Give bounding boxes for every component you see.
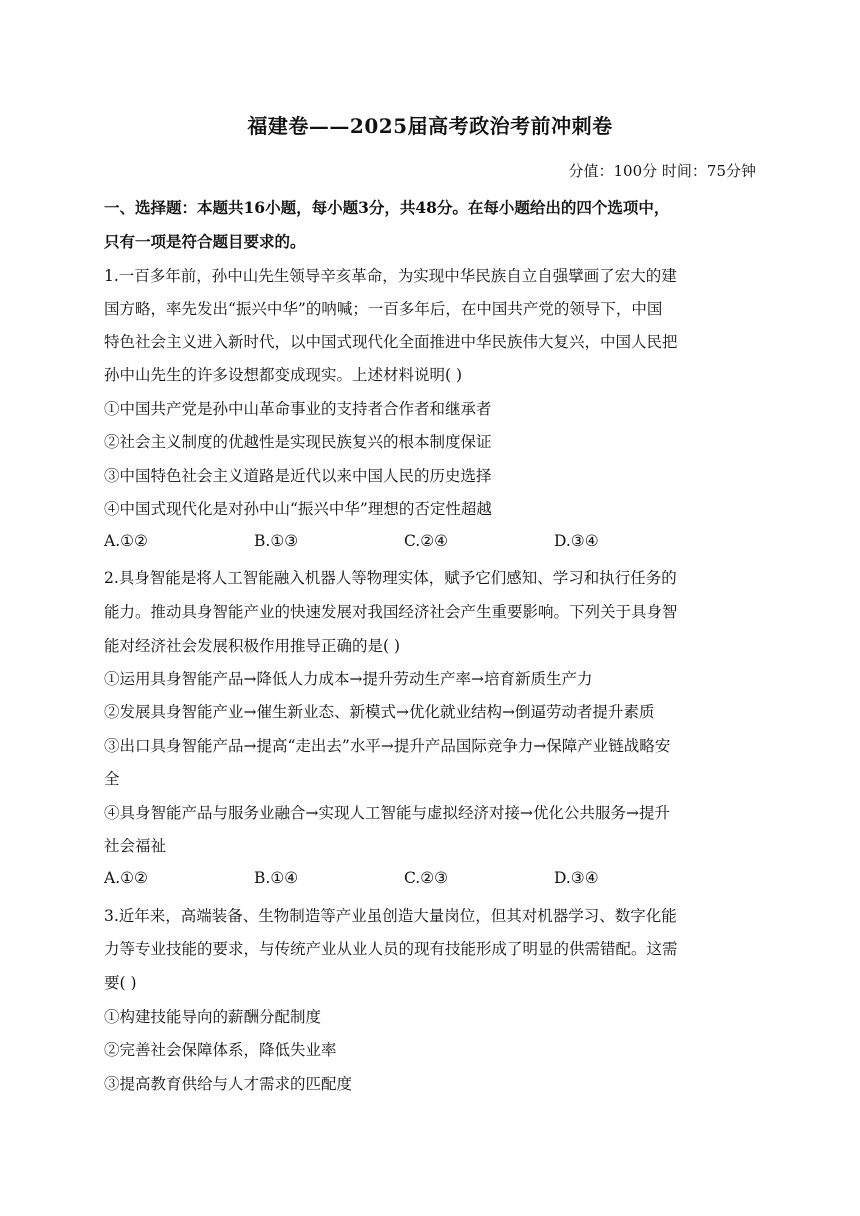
q2-item: ①运用具身智能产品→降低人力成本→提升劳动生产率→培育新质生产力 xyxy=(104,670,593,688)
q1-option-c[interactable]: C.②④ xyxy=(404,532,449,550)
q1-option-d[interactable]: D.③④ xyxy=(554,532,599,550)
q1-item: ③中国特色社会主义道路是近代以来中国人民的历史选择 xyxy=(104,467,492,485)
q3-item: ③提高教育供给与人才需求的匹配度 xyxy=(104,1075,353,1093)
q2-stem-line: 能对经济社会发展积极作用推导正确的是( ) xyxy=(104,637,401,655)
q3-item: ①构建技能导向的薪酬分配制度 xyxy=(104,1008,322,1026)
section-heading-line-1: 一、选择题：本题共16小题，每小题3分，共48分。在每小题给出的四个选项中， xyxy=(104,198,670,217)
q1-item: ②社会主义制度的优越性是实现民族复兴的根本制度保证 xyxy=(104,433,492,451)
q2-stem-line: 2.具身智能是将人工智能融入机器人等物理实体，赋予它们感知、学习和执行任务的 xyxy=(104,569,677,587)
q1-stem-line: 国方略，率先发出“振兴中华”的呐喊；一百多年后，在中国共产党的领导下，中国 xyxy=(104,300,663,318)
q1-option-a[interactable]: A.①② xyxy=(104,532,148,550)
q2-stem-line: 能力。推动具身智能产业的快速发展对我国经济社会产生重要影响。下列关于具身智 xyxy=(104,603,678,621)
q2-item: ②发展具身智能产业→催生新业态、新模式→优化就业结构→倒逼劳动者提升素质 xyxy=(104,703,655,721)
q1-option-b[interactable]: B.①③ xyxy=(254,532,299,550)
q1-options xyxy=(104,532,754,556)
q2-option-b[interactable]: B.①④ xyxy=(254,869,299,887)
q2-item: ③出口具身智能产品→提高“走出去”水平→提升产品国际竞争力→保障产业链战略安 xyxy=(104,737,671,755)
q3-stem-line: 3.近年来，高端装备、生物制造等产业虽创造大量岗位，但其对机器学习、数字化能 xyxy=(104,907,677,925)
q2-option-c[interactable]: C.②③ xyxy=(404,869,449,887)
q2-item-continued: 全 xyxy=(104,770,120,788)
score-time-info: 分值：100分 时间：75分钟 xyxy=(568,162,756,180)
q1-stem-line: 1.一百多年前，孙中山先生领导辛亥革命，为实现中华民族自立自强擘画了宏大的建 xyxy=(104,267,677,285)
q1-stem-line: 特色社会主义进入新时代，以中国式现代化全面推进中华民族伟大复兴，中国人民把 xyxy=(104,333,678,351)
q1-item: ①中国共产党是孙中山革命事业的支持者合作者和继承者 xyxy=(104,400,492,418)
q1-item: ④中国式现代化是对孙中山“振兴中华”理想的否定性超越 xyxy=(104,500,492,518)
section-heading-line-2: 只有一项是符合题目要求的。 xyxy=(104,232,306,251)
page-title: 福建卷——2025届高考政治考前冲刺卷 xyxy=(247,114,613,138)
q3-item: ②完善社会保障体系，降低失业率 xyxy=(104,1041,337,1059)
q3-stem-line: 要( ) xyxy=(104,974,137,992)
q2-item-continued: 社会福祉 xyxy=(104,837,167,855)
q3-stem-line: 力等专业技能的要求，与传统产业从业人员的现有技能形成了明显的供需错配。这需 xyxy=(104,940,678,958)
q2-option-a[interactable]: A.①② xyxy=(104,869,148,887)
q2-options xyxy=(104,869,754,893)
q2-item: ④具身智能产品与服务业融合→实现人工智能与虚拟经济对接→优化公共服务→提升 xyxy=(104,804,670,822)
q2-option-d[interactable]: D.③④ xyxy=(554,869,599,887)
q1-stem-line: 孙中山先生的许多设想都变成现实。上述材料说明( ) xyxy=(104,366,463,384)
